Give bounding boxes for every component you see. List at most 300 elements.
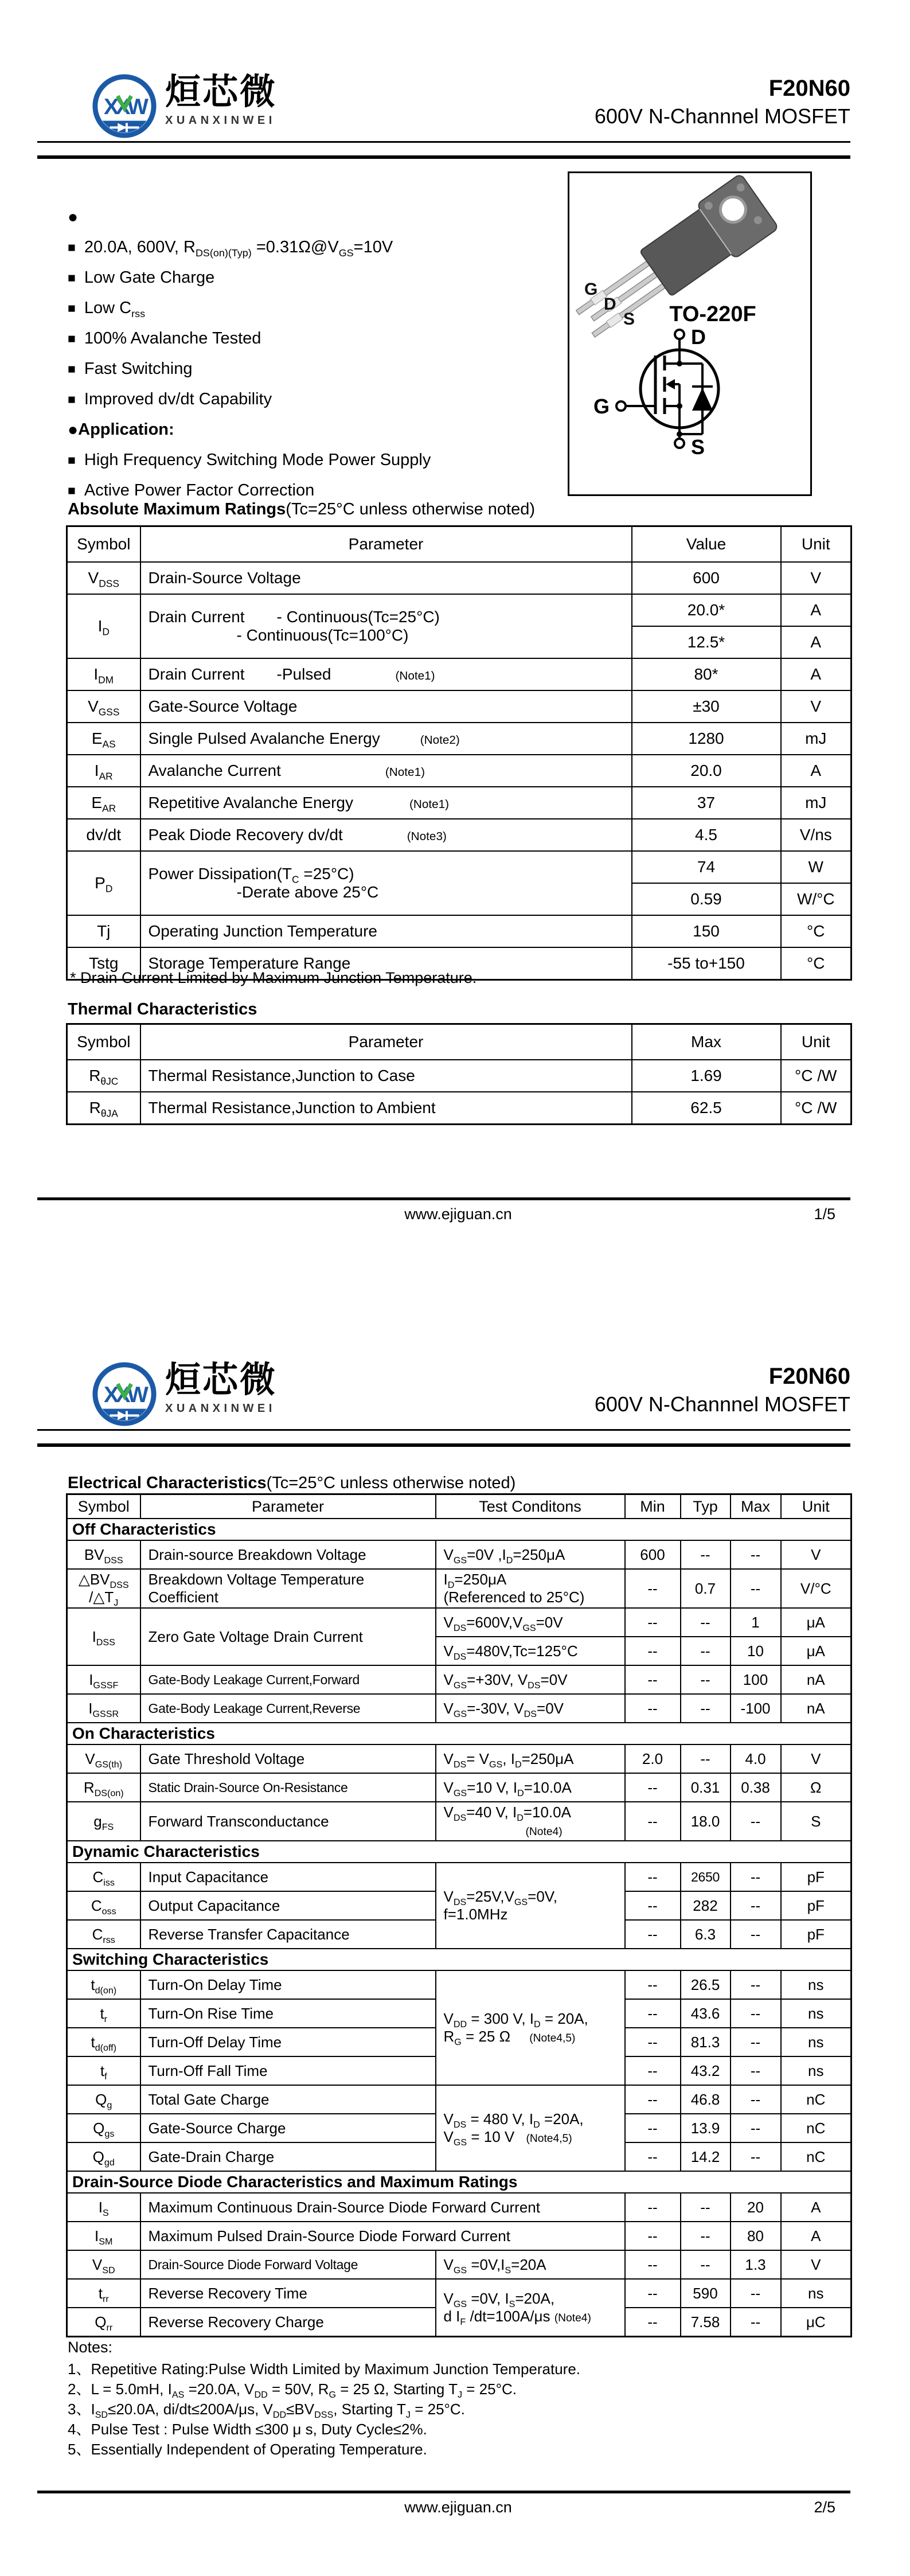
section-title: Drain-Source Diode Characteristics and Maximum Ratings xyxy=(67,2171,852,2193)
table-cell: $t_f$ xyxy=(67,2056,140,2085)
table-cell: -- xyxy=(681,1608,731,1637)
table-cell: 1.69 xyxy=(632,1060,781,1092)
table-cell: 14.2 xyxy=(681,2142,731,2171)
table-cell: 4.5 xyxy=(632,819,781,851)
table-cell: 37 xyxy=(632,787,781,819)
table-cell: V/°C xyxy=(781,1569,852,1608)
part-number: F20N60 xyxy=(768,1364,850,1389)
table-cell: -- xyxy=(681,1694,731,1723)
table-cell: Gate-Drain Charge xyxy=(140,2142,436,2171)
table-cell: Reverse Recovery Time xyxy=(140,2279,436,2308)
table-cell: -- xyxy=(681,1744,731,1773)
table-row xyxy=(67,915,852,947)
table-cell: Thermal Resistance,Junction to Case xyxy=(140,1060,632,1092)
table-cell: Total Gate Charge xyxy=(140,2085,436,2114)
table-cell: ns xyxy=(781,2279,852,2308)
column-header: Parameter xyxy=(140,526,632,563)
table-row xyxy=(67,562,852,594)
table-cell: -- xyxy=(681,1540,731,1569)
table-cell: 282 xyxy=(681,1891,731,1920)
table-cell: 80* xyxy=(632,658,781,690)
table-cell: -- xyxy=(731,2142,781,2171)
table-cell: μA xyxy=(781,1637,852,1665)
table-cell: 80 xyxy=(731,2222,781,2250)
ec-title-suffix: (Tc=25°C unless otherwise noted) xyxy=(266,1474,516,1492)
brand-text xyxy=(165,1359,277,1429)
table-cell: 1280 xyxy=(632,723,781,755)
table-cell: 7.58 xyxy=(681,2308,731,2337)
table-cell: 6.3 xyxy=(681,1920,731,1949)
column-header: Unit xyxy=(781,526,852,563)
part-subtitle: 600V N-Channnel MOSFET xyxy=(594,1392,850,1416)
table-cell: Gate-Source Charge xyxy=(140,2114,436,2142)
table-row xyxy=(67,787,852,819)
table-cell: $V_{GS}=0V$ $,I_D=250\mu A$ xyxy=(436,1540,625,1569)
table-cell: Reverse Transfer Capacitance xyxy=(140,1920,436,1949)
table-row xyxy=(67,1608,852,1637)
table-cell: W/°C xyxy=(781,883,852,915)
feature-item xyxy=(68,323,538,354)
table-cell: 0.31 xyxy=(681,1773,731,1802)
table-cell: -- xyxy=(625,1802,681,1841)
table-cell: Maximum Continuous Drain-Source Diode Forward Current xyxy=(140,2193,625,2222)
table-cell: $\triangle BV_{DSS}$ $/\triangle T_J$ xyxy=(67,1569,140,1608)
table-cell: Forward Transconductance xyxy=(140,1802,436,1841)
table-cell: 20 xyxy=(731,2193,781,2222)
table-cell: 43.2 xyxy=(681,2056,731,2085)
table-row xyxy=(67,2085,852,2114)
table-cell: V xyxy=(781,1540,852,1569)
table-cell: $V_{DSS}$ xyxy=(67,562,140,594)
table-cell: $t_r$ xyxy=(67,1999,140,2028)
table-cell: 74 xyxy=(632,851,781,883)
feature-text: Active Power Factor Correction xyxy=(84,481,315,499)
table-row xyxy=(67,1694,852,1723)
table-cell: -- xyxy=(625,2085,681,2114)
table-cell: -- xyxy=(731,2085,781,2114)
table-cell: 1 xyxy=(731,1608,781,1637)
table-cell: $V_{GS}=10$ V, $I_D=10.0A$ xyxy=(436,1773,625,1802)
table-row xyxy=(67,819,852,851)
table-cell: $I_D$ xyxy=(67,594,140,658)
bullet-icon: ■ xyxy=(68,392,76,407)
table-cell: $t_{d(on)}$ xyxy=(67,1970,140,1999)
feature-item xyxy=(68,263,538,293)
feature-item xyxy=(68,354,538,384)
bullet-icon: ● xyxy=(68,420,79,439)
table-cell: 0.38 xyxy=(731,1773,781,1802)
table-cell: V/ns xyxy=(781,819,852,851)
table-cell: -- xyxy=(625,1920,681,1949)
table-cell: $C_{iss}$ xyxy=(67,1863,140,1891)
pin-label-gate: G xyxy=(584,280,598,299)
table-cell: nA xyxy=(781,1694,852,1723)
table-cell: $Q_{rr}$ xyxy=(67,2308,140,2337)
table-cell: μA xyxy=(781,1608,852,1637)
symbol-label-gate: G xyxy=(593,395,610,418)
table-cell: $Q_{gs}$ xyxy=(67,2114,140,2142)
table-cell: $E_{AS}$ xyxy=(67,723,140,755)
feature-item xyxy=(68,293,538,323)
table-cell: Static Drain-Source On-Resistance xyxy=(140,1773,436,1802)
table-cell: -- xyxy=(625,2056,681,2085)
package-box xyxy=(568,171,812,496)
table-cell: 600 xyxy=(625,1540,681,1569)
table-cell: A xyxy=(781,658,852,690)
table-cell: Avalanche Current (Note1) xyxy=(140,755,632,787)
brand-name-cn: 烜芯微 xyxy=(165,72,278,112)
table-cell: $I_S$ xyxy=(67,2193,140,2222)
notes-list xyxy=(68,2359,813,2460)
table-cell: °C xyxy=(781,947,852,980)
table-cell: -- xyxy=(731,2114,781,2142)
table-row xyxy=(67,2222,852,2250)
table-cell: -- xyxy=(681,2222,731,2250)
section-header-row xyxy=(67,1723,852,1744)
part-subtitle: 600V N-Channnel MOSFET xyxy=(594,104,850,128)
table-cell: 590 xyxy=(681,2279,731,2308)
table-cell: nC xyxy=(781,2142,852,2171)
column-header: Typ xyxy=(681,1494,731,1519)
feature-text: Low Gate Charge xyxy=(84,268,215,287)
table-cell: 81.3 xyxy=(681,2028,731,2056)
table-cell: $g_{FS}$ xyxy=(67,1802,140,1841)
svg-text:XXW: XXW xyxy=(104,1381,145,1407)
table-cell: $V_{SD}$ xyxy=(67,2250,140,2279)
table-cell: $C_{rss}$ xyxy=(67,1920,140,1949)
table-cell: $Q_g$ xyxy=(67,2085,140,2114)
table-cell: 20.0* xyxy=(632,594,781,626)
table-cell: Output Capacitance xyxy=(140,1891,436,1920)
table-cell: mJ xyxy=(781,787,852,819)
header-rule-thick xyxy=(37,1443,850,1447)
table-cell: ±30 xyxy=(632,690,781,723)
table-row xyxy=(67,1744,852,1773)
table-cell: Operating Junction Temperature xyxy=(140,915,632,947)
brand-name-en: XUANXINWEI xyxy=(165,1402,276,1415)
table-cell: -- xyxy=(625,2142,681,2171)
table-cell: Breakdown Voltage Temperature Coefficient xyxy=(140,1569,436,1608)
table-cell: 12.5* xyxy=(632,626,781,658)
table-cell: -- xyxy=(731,1569,781,1608)
page-header xyxy=(37,71,850,143)
table-row xyxy=(67,690,852,723)
table-cell: Gate-Body Leakage Current,Reverse xyxy=(140,1694,436,1723)
table-cell: $V_{GS}=-30V$, $V_{DS}=0V$ xyxy=(436,1694,625,1723)
table-cell: $t_{rr}$ xyxy=(67,2279,140,2308)
note-item: 1、Repetitive Rating:Pulse Width Limited by Maximum Junction Temperature. xyxy=(68,2360,581,2378)
table-cell: -- xyxy=(625,2250,681,2279)
table-cell: -- xyxy=(731,1863,781,1891)
table-row xyxy=(67,658,852,690)
table-cell: $Q_{gd}$ xyxy=(67,2142,140,2171)
pin-label-source: S xyxy=(623,310,635,329)
table-cell: 2650 xyxy=(681,1863,731,1891)
table-row xyxy=(67,1970,852,1999)
ec-title xyxy=(68,1474,515,1493)
table-cell: -- xyxy=(625,2114,681,2142)
brand-logo-icon xyxy=(91,1359,158,1429)
table-cell: -- xyxy=(625,1694,681,1723)
table-row xyxy=(67,1665,852,1694)
table-cell: 1.3 xyxy=(731,2250,781,2279)
table-cell: A xyxy=(781,626,852,658)
table-cell: -- xyxy=(731,2279,781,2308)
table-cell: Tj xyxy=(67,915,140,947)
package-name-label: TO-220F xyxy=(669,302,756,326)
table-cell: Drain-source Breakdown Voltage xyxy=(140,1540,436,1569)
symbol-label-drain: D xyxy=(691,325,706,349)
table-cell: Ω xyxy=(781,1773,852,1802)
section-header-row xyxy=(67,1519,852,1540)
table-cell: -- xyxy=(731,1540,781,1569)
table-cell: -- xyxy=(625,1999,681,2028)
table-cell: V xyxy=(781,690,852,723)
table-cell: mJ xyxy=(781,723,852,755)
table-cell: $V_{DS}= V_{GS}$, $I_D=250\mu A$ xyxy=(436,1744,625,1773)
table-row xyxy=(67,1092,852,1125)
table-cell: Peak Diode Recovery dv/dt (Note3) xyxy=(140,819,632,851)
table-cell: $P_D$ xyxy=(67,851,140,915)
table-cell: Turn-On Rise Time xyxy=(140,1999,436,2028)
table-cell: -- xyxy=(625,2222,681,2250)
footer-rule xyxy=(37,1197,850,1200)
table-cell: 26.5 xyxy=(681,1970,731,1999)
footer-page-number: 2/5 xyxy=(814,2499,835,2516)
brand-name-en: XUANXINWEI xyxy=(165,114,276,127)
table-row xyxy=(67,594,852,626)
table-cell: -- xyxy=(681,2193,731,2222)
table-cell: °C xyxy=(781,915,852,947)
bullet-icon: ■ xyxy=(68,240,76,255)
table-cell: Turn-On Delay Time xyxy=(140,1970,436,1999)
table-cell: 100 xyxy=(731,1665,781,1694)
table-cell: 43.6 xyxy=(681,1999,731,2028)
table-cell: $V_{GS} =0V$, $I_S=20A$, d $I_F$ /dt=100A/μs (Note4) xyxy=(436,2279,625,2337)
table-header-row xyxy=(67,1024,852,1060)
column-header: Parameter xyxy=(140,1494,436,1519)
brand-logo-icon xyxy=(91,71,158,141)
table-cell: $V_{GS} =0V,I_S=20A$ xyxy=(436,2250,625,2279)
amr-footnote: * Drain Current Limited by Maximum Junction Temperature. xyxy=(70,969,477,986)
table-cell: °C /W xyxy=(781,1060,852,1092)
electrical-characteristics-table xyxy=(66,1493,852,2337)
table-cell: -- xyxy=(731,1920,781,1949)
table-cell: ns xyxy=(781,2056,852,2085)
column-header: Test Conditons xyxy=(436,1494,625,1519)
table-cell: -100 xyxy=(731,1694,781,1723)
table-row xyxy=(67,1802,852,1841)
table-row xyxy=(67,1569,852,1608)
table-row xyxy=(67,2193,852,2222)
table-cell: $R_{DS(on)}$ xyxy=(67,1773,140,1802)
table-cell: $V_{DS}=600V,V_{GS}=0V$ xyxy=(436,1608,625,1637)
table-cell: -- xyxy=(681,2250,731,2279)
table-cell: -- xyxy=(625,2028,681,2056)
column-header: Unit xyxy=(781,1024,852,1060)
table-cell: $I_{AR}$ xyxy=(67,755,140,787)
table-cell: Repetitive Avalanche Energy (Note1) xyxy=(140,787,632,819)
table-cell: $I_D=250\mu A$ (Referenced to 25°C) xyxy=(436,1569,625,1608)
table-cell: 150 xyxy=(632,915,781,947)
table-cell: $I_{SM}$ xyxy=(67,2222,140,2250)
table-cell: pF xyxy=(781,1920,852,1949)
section-title: On Characteristics xyxy=(67,1723,852,1744)
table-cell: 2.0 xyxy=(625,1744,681,1773)
table-cell: Power $Dissipation(T_C =25^\circ C)$ -Derate above 25°C xyxy=(140,851,632,915)
table-row xyxy=(67,2250,852,2279)
table-cell: Turn-Off Fall Time xyxy=(140,2056,436,2085)
part-number: F20N60 xyxy=(768,76,850,101)
pin-label-drain: D xyxy=(604,295,616,314)
table-cell: Drain-Source Voltage xyxy=(140,562,632,594)
header-rule-thin xyxy=(37,141,850,143)
table-cell: nA xyxy=(781,1665,852,1694)
section-title: Dynamic Characteristics xyxy=(67,1841,852,1863)
bullet-icon: ■ xyxy=(68,361,76,376)
package-and-symbol-drawing xyxy=(569,173,807,491)
table-cell: -- xyxy=(625,1569,681,1608)
table-cell: A xyxy=(781,2222,852,2250)
table-cell: V xyxy=(781,1744,852,1773)
feature-item xyxy=(68,384,538,415)
table-cell: $V_{DS} = 480$ V, $I_D =20A$, $V_{GS} = 10$ V (Note4,5) xyxy=(436,2085,625,2171)
table-row xyxy=(67,1060,852,1092)
column-header: Symbol xyxy=(67,1494,140,1519)
table-cell: $V_{DS}=40$ V, $I_D=10.0A$ (Note4) xyxy=(436,1802,625,1841)
table-cell: $V_{DS}=25V,V_{GS}=0V$, f=1.0MHz xyxy=(436,1863,625,1949)
table-cell: 20.0 xyxy=(632,755,781,787)
column-header: Symbol xyxy=(67,526,140,563)
feature-text: Low $C_{rss}$ xyxy=(84,299,146,319)
table-cell: -- xyxy=(731,2308,781,2337)
table-cell: $V_{GS}=+30V$, $V_{DS}=0V$ xyxy=(436,1665,625,1694)
feature-text: High Frequency Switching Mode Power Supply xyxy=(84,451,431,469)
bullet-icon: ■ xyxy=(68,270,76,285)
table-cell: $V_{GS(th)}$ xyxy=(67,1744,140,1773)
table-cell: -- xyxy=(731,2028,781,2056)
section-header-row xyxy=(67,1841,852,1863)
table-cell: V xyxy=(781,2250,852,2279)
table-cell: Gate-Source Voltage xyxy=(140,690,632,723)
table-cell: pF xyxy=(781,1863,852,1891)
bullet-icon: ■ xyxy=(68,452,76,467)
thermal-characteristics-table xyxy=(66,1023,852,1125)
table-row xyxy=(67,1540,852,1569)
table-cell: -- xyxy=(731,2056,781,2085)
table-cell: $V_{DS}=480V,Tc=125^\circ C$ xyxy=(436,1637,625,1665)
feature-text: Improved dv/dt Capability xyxy=(84,390,272,408)
datasheet-page-2 xyxy=(0,1288,910,2576)
footer-website: www.ejiguan.cn xyxy=(404,2499,512,2516)
brand-text xyxy=(165,71,277,141)
table-cell: 600 xyxy=(632,562,781,594)
table-cell: -- xyxy=(625,2279,681,2308)
table-cell: -- xyxy=(731,1970,781,1999)
table-cell: 4.0 xyxy=(731,1744,781,1773)
table-cell: $I_{DSS}$ xyxy=(67,1608,140,1665)
brand-name-cn: 烜芯微 xyxy=(165,1360,278,1400)
table-cell: -- xyxy=(625,1891,681,1920)
table-row xyxy=(67,755,852,787)
column-header: Unit xyxy=(781,1494,852,1519)
feature-list xyxy=(68,202,538,506)
table-cell: -- xyxy=(625,2308,681,2337)
table-cell: ns xyxy=(781,2028,852,2056)
table-cell: $V_{DD} = 300$ V, $I_D = 20A$, $R_G = 25$ Ω (Note4,5) xyxy=(436,1970,625,2085)
table-cell: $R_{\theta JC}$ xyxy=(67,1060,140,1092)
footer-website: www.ejiguan.cn xyxy=(404,1205,512,1223)
table-header-row xyxy=(67,526,852,563)
table-cell: 18.0 xyxy=(681,1802,731,1841)
brand-logo xyxy=(91,1359,277,1429)
table-cell: $V_{GSS}$ xyxy=(67,690,140,723)
table-cell: 0.7 xyxy=(681,1569,731,1608)
section-title: Off Characteristics xyxy=(67,1519,852,1540)
table-cell: -- xyxy=(731,1802,781,1841)
table-cell: A xyxy=(781,2193,852,2222)
table-cell: Drain Current -Pulsed (Note1) xyxy=(140,658,632,690)
table-cell: W xyxy=(781,851,852,883)
table-cell: μC xyxy=(781,2308,852,2337)
table-cell: ns xyxy=(781,1970,852,1999)
table-row xyxy=(67,723,852,755)
column-header: Max xyxy=(632,1024,781,1060)
table-cell: -- xyxy=(625,1665,681,1694)
table-cell: 10 xyxy=(731,1637,781,1665)
table-cell: -- xyxy=(625,1970,681,1999)
table-cell: nC xyxy=(781,2085,852,2114)
table-row xyxy=(67,851,852,883)
table-cell: Tstg xyxy=(67,947,140,980)
page-header xyxy=(37,1359,850,1431)
table-cell: Drain Current - Continuous(Tc=25°C) - Continuous(Tc=100°C) xyxy=(140,594,632,658)
table-cell: -- xyxy=(625,1773,681,1802)
svg-text:XXW: XXW xyxy=(104,93,145,119)
table-cell: V xyxy=(781,562,852,594)
amr-title xyxy=(68,500,535,519)
table-cell: $E_{AR}$ xyxy=(67,787,140,819)
footer-rule xyxy=(37,2491,850,2493)
table-cell: dv/dt xyxy=(67,819,140,851)
table-cell: A xyxy=(781,755,852,787)
table-cell: -55 to+150 xyxy=(632,947,781,980)
table-cell: Gate-Body Leakage Current,Forward xyxy=(140,1665,436,1694)
section-title: Switching Characteristics xyxy=(67,1949,852,1970)
note-item: 3、$I_{SD}\le 20.0A$, di/dt≤200A/μs, $V_{DD}\le BV_{DSS}$, Starting $T_J = 25^\circ C$. xyxy=(68,2401,465,2421)
table-cell: -- xyxy=(625,2193,681,2222)
feature-text: Fast Switching xyxy=(84,360,193,378)
thermal-title xyxy=(68,1000,257,1019)
table-header-row xyxy=(67,1494,852,1519)
notes-title: Notes: xyxy=(68,2339,113,2356)
feature-text: Application: xyxy=(78,420,174,439)
column-header: Symbol xyxy=(67,1024,140,1060)
footer-page-number: 1/5 xyxy=(814,1205,835,1223)
feature-item xyxy=(68,232,538,263)
table-cell: $I_{GSSR}$ xyxy=(67,1694,140,1723)
feature-item xyxy=(68,202,538,232)
table-cell: ns xyxy=(781,1999,852,2028)
bullet-icon: ■ xyxy=(68,483,76,498)
table-cell: Reverse Recovery Charge xyxy=(140,2308,436,2337)
feature-text: 20.0A, 600V, $R_{DS(on)(Typ)}$ $=0.31\Omega@V_{GS}=10V$ xyxy=(84,238,393,259)
table-cell: Drain-Source Diode Forward Voltage xyxy=(140,2250,436,2279)
column-header: Max xyxy=(731,1494,781,1519)
feature-text: 100% Avalanche Tested xyxy=(84,329,261,348)
bullet-icon: ■ xyxy=(68,300,76,315)
table-cell: Single Pulsed Avalanche Energy (Note2) xyxy=(140,723,632,755)
